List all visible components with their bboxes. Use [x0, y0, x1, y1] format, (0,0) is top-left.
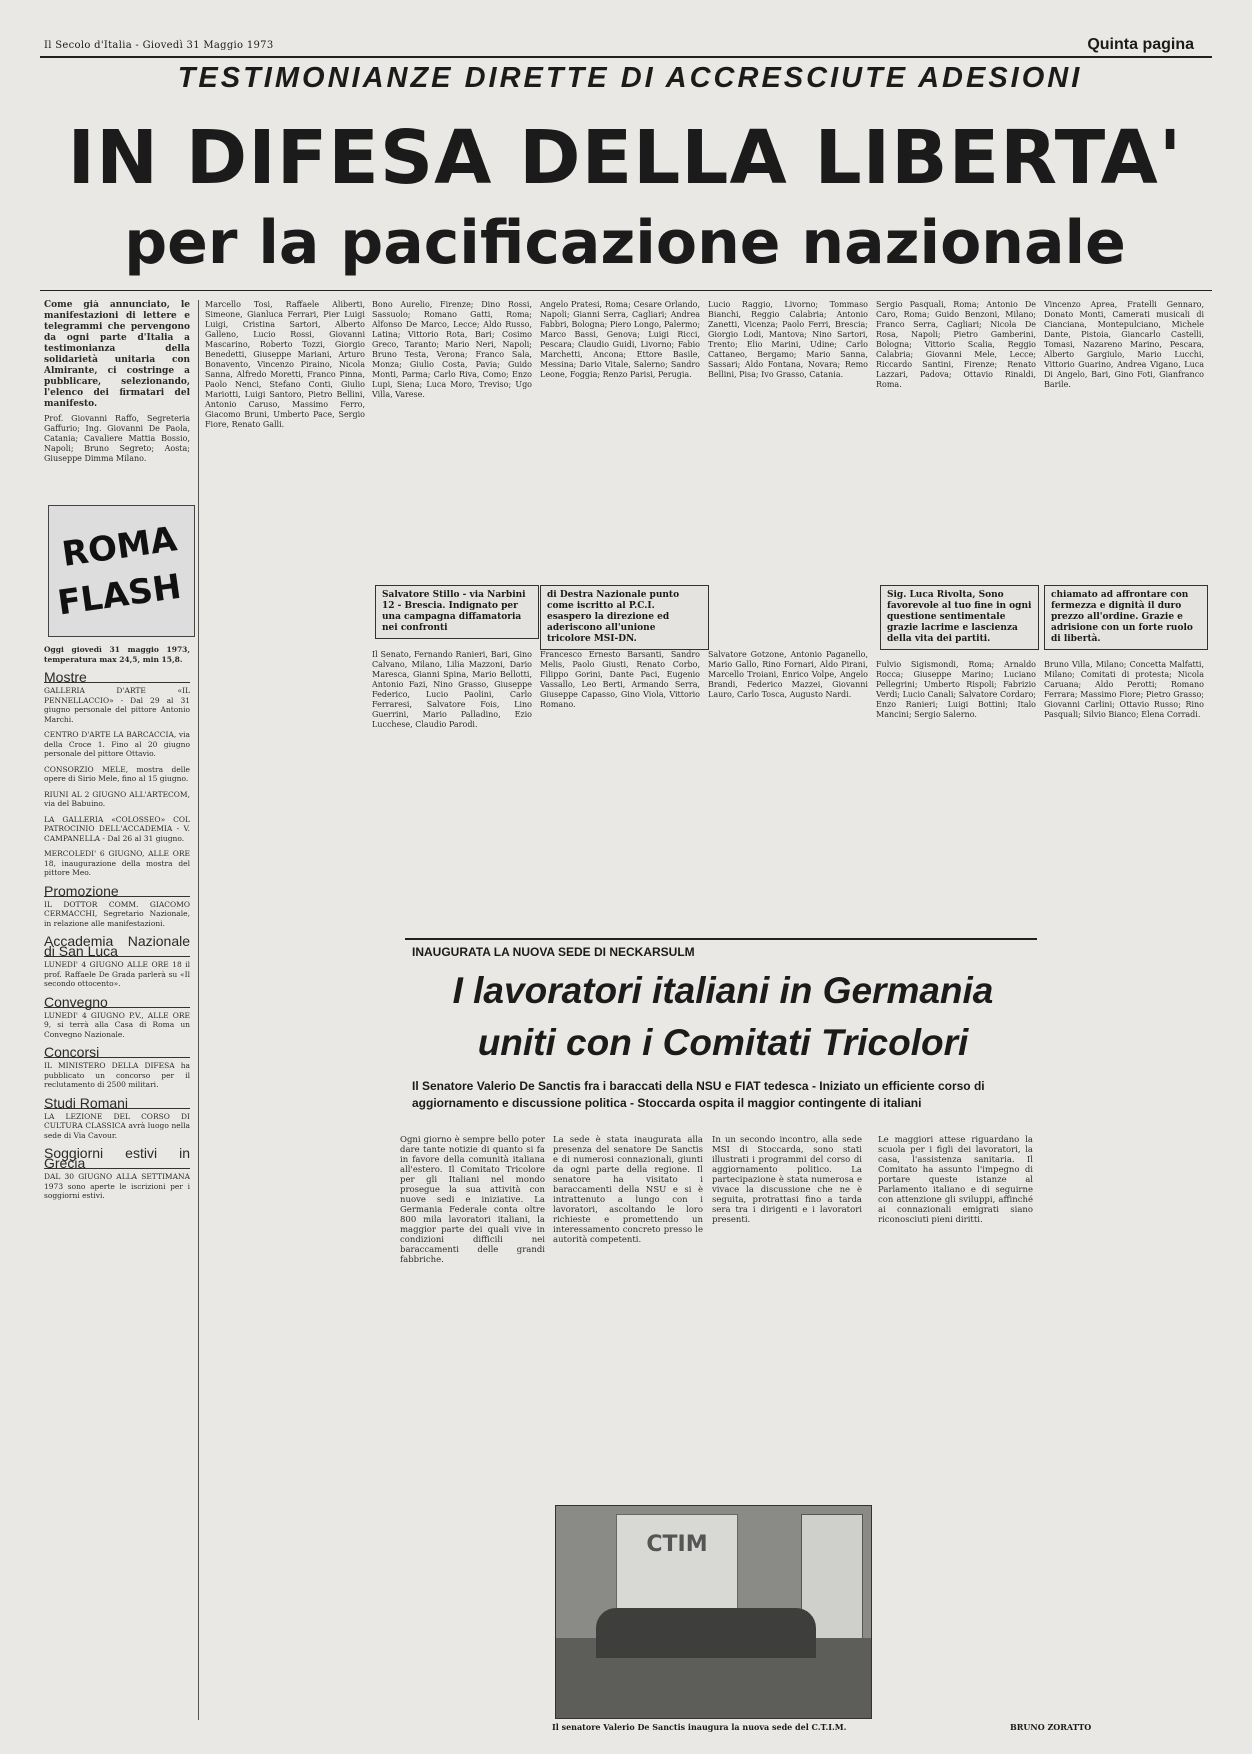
list-item: GALLERIA D'ARTE «IL PENNELLACCIO» - Dal 29 al 31 giugno personale del pittore Antonio Marchi. — [44, 686, 190, 724]
svg-text:FLASH: FLASH — [55, 566, 184, 624]
section-studi-romani: Studi Romani — [44, 1098, 190, 1109]
article-rule — [405, 938, 1037, 940]
article-col-3: In un secondo incontro, alla sede MSI di Stoccarda, sono stati illustrati i programmi del corso di aggiornamento politico. La partecipazione è stata numerosa e vivace la discussione che ne è seguita, protrattasi fino a tarda sera tra i dirigenti e i lavoratori presenti. — [712, 1135, 862, 1225]
letter-box-center: di Destra Nazionale punto come iscritto al P.C.I. esaspero la direzione ed aderiscono all'unione tricolore MSI-DN. — [540, 585, 709, 650]
lower-signatures-col-5: Fulvio Sigismondi, Roma; Arnaldo Rocca; Giuseppe Marino; Luciano Pellegrini; Umberto Rispoli; Fabrizio Verdi; Lucio Canali; Salvatore Cordaro; Enzo Ranieri; Luigi Bottini; Italo Mancini; Sergio Salerno. — [876, 660, 1036, 719]
letter-box-right-b: chiamato ad affrontare con fermezza e dignità il duro prezzo all'ordine. Grazie e adrisione con un forte ruolo di libertà. — [1044, 585, 1208, 650]
list-item: LUNEDI' 4 GIUGNO ALLE ORE 18 il prof. Raffaele De Grada parlerà su «Il secondo ottocento». — [44, 960, 190, 988]
list-item: CENTRO D'ARTE LA BARCACCIA, via della Croce 1. Fino al 20 giugno personale del pittore Ottavio. — [44, 730, 190, 758]
photo-caption: Il senatore Valerio De Sanctis inaugura la nuova sede del C.T.I.M. — [552, 1722, 847, 1732]
article-byline: BRUNO ZORATTO — [1010, 1722, 1092, 1732]
signatures-col-5: Sergio Pasquali, Roma; Antonio De Caro, Roma; Guido Benzoni, Milano; Franco Serra, Cagliari; Nicola De Rosa, Napoli; Pietro Gamberini, Bologna; Vittorio Scalia, Reggio Calabria; Giovanni Mele, Lecce; Riccardo Santini, Firenze; Renato Lazzari, Padova; Ottavio Rinaldi, Roma. — [876, 300, 1036, 389]
masthead-date: Il Secolo d'Italia - Giovedì 31 Maggio 1973 — [44, 40, 274, 51]
list-item: CONSORZIO MELE, mostra delle opere di Sirio Mele, fino al 15 giugno. — [44, 764, 190, 783]
list-item: LUNEDI' 4 GIUGNO P.V., ALLE ORE 9, si terrà alla Casa di Roma un Convegno Nazionale. — [44, 1010, 190, 1039]
article-col-4: Le maggiori attese riguardano la scuola per i figli dei lavoratori, la casa, l'assistenza sanitaria. Il Comitato ha assunto l'impegno di portare queste istanze al Parlamento italiano e di seguirne con attenzione gli sviluppi, affinché ai connazionali emigrati siano riconosciuti pieni diritti. — [878, 1135, 1033, 1225]
kicker-headline: TESTIMONIANZE DIRETTE DI ACCRESCIUTE ADESIONI — [177, 62, 1083, 94]
letter-box-right-a: Sig. Luca Rivolta, Sono favorevole al tuo fine in ogni questione sentimentale grazie lacrime e lascienza della vita dei partiti. — [880, 585, 1039, 650]
lower-signatures-col-4: Salvatore Gotzone, Antonio Paganello, Mario Gallo, Rino Fornari, Aldo Pirani, Marcello Troiani, Enrico Volpe, Angelo Brandi, Federico Mazzei, Giovanni Lauro, Carlo Tosca, Augusto Nardi. — [708, 650, 868, 699]
list-item: LA GALLERIA «COLOSSEO» COL PATROCINIO DELL'ACCADEMIA - V. CAMPANELLA - Dal 26 al 31 giugno. — [44, 814, 190, 843]
page-label: Quinta pagina — [1087, 36, 1194, 53]
section-promozione: Promozione — [44, 886, 190, 897]
list-item: LA LEZIONE DEL CORSO DI CULTURA CLASSICA avrà luogo nella sede di Via Cavour. — [44, 1111, 190, 1140]
article-col-1: Ogni giorno è sempre bello poter dare tante notizie di quanto si fa in favore della comunità italiana all'estero. Il Comitato Tricolore per gli Italiani nel mondo prosegue la sua attività con nuove sedi e iniziative. La Germania Federale conta oltre 800 mila lavoratori italiani, la maggior parte dei quali vive in condizioni difficili nei baraccamenti delle grandi fabbriche. — [400, 1135, 545, 1265]
list-item: IL MINISTERO DELLA DIFESA ha pubblicato un concorso per il reclutamento di 2500 militari. — [44, 1061, 190, 1089]
top-rule — [40, 56, 1212, 58]
svg-text:ROMA: ROMA — [59, 519, 180, 575]
article-photo — [555, 1505, 872, 1719]
lower-signatures-col-3: Francesco Ernesto Barsanti, Sandro Melis, Paolo Giusti, Renato Corbo, Filippo Gorini, Dante Paci, Eugenio Vassallo, Leo Berti, Armando Serra, Giuseppe Capasso, Gino Viola, Vittorio Romano. — [540, 650, 700, 709]
article-title-line-2: uniti con i Comitati Tricolori — [477, 1022, 969, 1063]
signatures-col-1: Marcello Tosi, Raffaele Aliberti, Simeone, Gianluca Ferrari, Pier Luigi Luigi, Cristina Sartori, Alberto Galleno, Lucio Rossi, Giovanni Mascarino, Roberto Tozzi, Giorgio Benedetti, Giuseppe Mariani, Arturo Bonavento, Vincenzo Piraino, Nicola Sanna, Alfredo Moretti, Franco Pinna, Paolo Nenci, Stefano Conti, Giulio Mariotti, Luigi Santoro, Pietro Bellini, Antonio Caruso, Massimo Ferro, Giacomo Bruni, Umberto Pace, Sergio Fiore, Renato Galli. — [205, 300, 365, 429]
article-section-head: INAUGURATA LA NUOVA SEDE DI NECKARSULM — [412, 945, 695, 959]
main-subheadline: per la pacificazione nazionale — [124, 208, 1126, 278]
column-rule — [198, 300, 199, 1720]
intro-block — [44, 300, 190, 495]
signatures-col-4: Lucio Raggio, Livorno; Tommaso Bianchi, Reggio Calabria; Antonio Zanetti, Vicenza; Paolo Ferri, Brescia; Giorgio Lodi, Mantova; Nino Sartori, Trento; Elio Marini, Udine; Carlo Cattaneo, Bergamo; Mario Sanna, Sassari; Aldo Fontana, Novara; Remo Bellini, Pisa; Ivo Grasso, Catania. — [708, 300, 868, 379]
signatures-col-2: Bono Aurelio, Firenze; Dino Rossi, Sassuolo; Romano Gatti, Roma; Alfonso De Marco, Lecce; Aldo Russo, Latina; Vittorio Rota, Bari; Cosimo Greco, Taranto; Mario Neri, Napoli; Bruno Testa, Verona; Franco Sala, Monza; Giulio Costa, Pavia; Guido Monti, Parma; Carlo Riva, Como; Enzo Lupi, Siena; Luca Moro, Treviso; Ugo Villa, Varese. — [372, 300, 532, 399]
signatures-col-6: Vincenzo Aprea, Fratelli Gennaro, Donato Monti, Camerati musicali di Cianciana, Montepulciano, Michele Dante, Pistoia, Giancarlo Castelli, Tomasi, Nazareno Marino, Pescara, Alberto Gargiulo, Mario Lucchi, Vittorio Guarino, Andrea Vigano, Luca Di Angelo, Bari, Gino Foti, Gianfranco Barile. — [1044, 300, 1204, 389]
list-item: RIUNI AL 2 GIUGNO ALL'ARTECOM, via del Babuino. — [44, 789, 190, 808]
intro-lead: Come già annunciato, le manifestazioni di lettere e telegrammi che pervengono da ogni parte d'Italia a testimonianza della solidarietà unitaria con Almirante, ci costringe a pubblicare, selezionando, l'elenco dei firmatari del manifesto. — [44, 300, 190, 409]
photo-figures — [596, 1608, 816, 1658]
roma-flash-logo — [48, 505, 195, 637]
photo-sign-text: CTIM — [646, 1532, 708, 1557]
list-item: IL DOTTOR COMM. GIACOMO CERMACCHI, Segretario Nazionale, in relazione alle manifestazioni. — [44, 899, 190, 928]
section-concorsi: Concorsi — [44, 1047, 190, 1058]
weather-note: Oggi giovedì 31 maggio 1973, temperatura max 24,5, min 15,8. — [44, 645, 190, 664]
article-deck: Il Senatore Valerio De Sanctis fra i baraccati della NSU e FIAT tedesca - Iniziato un efficiente corso di aggiornamento e discussione politica - Stoccarda ospita il maggior contingente di italiani — [412, 1079, 985, 1110]
lower-signatures-col-6: Bruno Villa, Milano; Concetta Malfatti, Milano; Comitati di protesta; Nicola Caruana; Aldo Perotti; Romano Ferrara; Massimo Fiore; Pietro Grasso; Giovanni Carlini; Ottavio Russo; Rino Pasquali; Silvio Bianco; Elena Corradi. — [1044, 660, 1204, 719]
list-item: DAL 30 GIUGNO ALLA SETTIMANA 1973 sono aperte le iscrizioni per i soggiorni estivi. — [44, 1172, 190, 1200]
section-soggiorni: Soggiorni estivi in Grecia — [44, 1145, 190, 1171]
signatures-col-3: Angelo Pratesi, Roma; Cesare Orlando, Napoli; Gianni Serra, Cagliari; Andrea Fabbri, Bologna; Piero Longo, Palermo; Marco Bassi, Genova; Luigi Ricci, Pescara; Claudio Guidi, Livorno; Fabio Marchetti, Ancona; Ettore Basile, Messina; Dario Vitale, Salerno; Sandro Leone, Foggia; Renzo Parisi, Perugia. — [540, 300, 700, 379]
list-item: MERCOLEDI' 6 GIUGNO, ALLE ORE 18, inaugurazione della mostra del pittore Meo. — [44, 849, 190, 877]
section-mostre: Mostre — [44, 672, 190, 683]
headline-rule — [40, 290, 1212, 291]
section-accademia: Accademia Nazionale di San Luca — [44, 933, 190, 959]
article-title-line-1: I lavoratori italiani in Germania — [452, 970, 994, 1011]
article-col-2: La sede è stata inaugurata alla presenza del senatore De Sanctis e di numerosi connazionali, giunti da ogni parte della regione. Il senatore ha visitato i baraccamenti della NSU e si è intrattenuto a lungo con i lavoratori, ascoltando le loro richieste e promettendo un interessamento concreto presso le autorità competenti. — [553, 1135, 703, 1245]
letter-box-left: Salvatore Stillo - via Narbini 12 - Brescia. Indignato per una campagna diffamatoria nei confronti — [375, 585, 539, 639]
lower-signatures-col-2: Il Senato, Fernando Ranieri, Bari, Gino Calvano, Milano, Lilia Mazzoni, Dario Maresca, Gianni Spina, Mario Bellotti, Antonio Fazi, Nino Grasso, Giuseppe Federico, Lucio Paolini, Carlo Ferraresi, Salvatore Fois, Lino Guerrini, Mario Palladino, Ezio Lucchese, Claudio Parodi. — [372, 650, 532, 729]
main-headline: IN DIFESA DELLA LIBERTA' — [67, 115, 1183, 201]
section-convegno: Convegno — [44, 997, 190, 1008]
intro-names: Prof. Giovanni Raffo, Segreteria Gaffurio; Ing. Giovanni De Paola, Catania; Cavaliere Mattia Bossio, Napoli; Bruno Segreto; Aosta; Giuseppe Dimma Milano. — [44, 414, 190, 463]
sidebar — [44, 645, 190, 1725]
